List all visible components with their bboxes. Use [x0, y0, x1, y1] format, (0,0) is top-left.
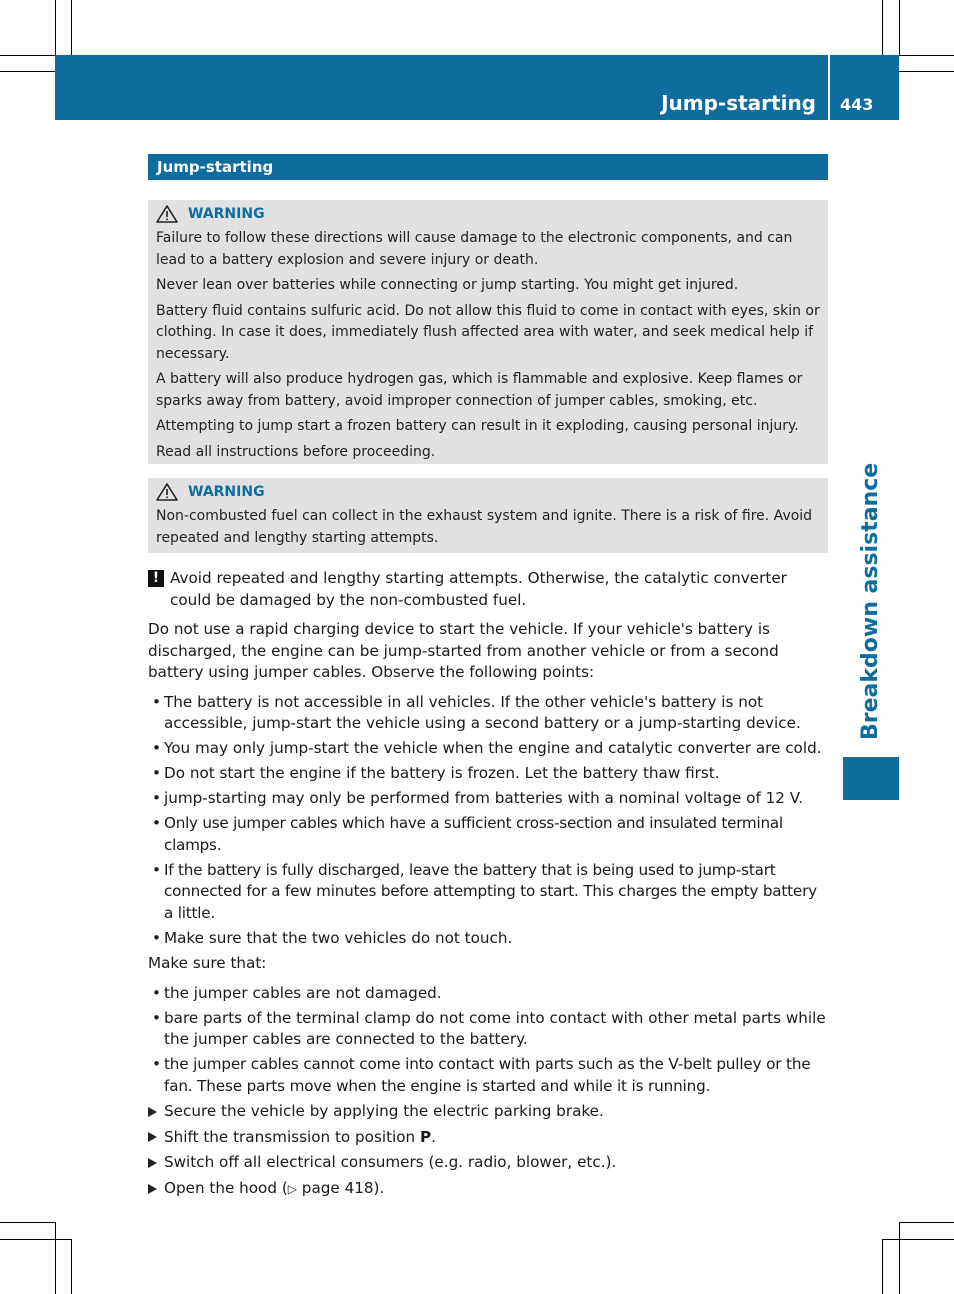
bullet-icon: • — [152, 789, 161, 807]
step-item — [148, 1152, 830, 1174]
side-tab — [843, 757, 899, 800]
make-sure-label: Make sure that: — [148, 954, 267, 972]
crop-mark — [899, 1222, 954, 1223]
crop-mark — [55, 1222, 56, 1294]
step-text-part: Open the hood ( — [164, 1178, 288, 1197]
crop-mark — [0, 1222, 55, 1223]
exclamation-icon: ! — [148, 570, 164, 587]
warning-paragraph: Never lean over batteries while connecting or jump starting. You might get injured. — [156, 277, 739, 293]
bullet-icon: • — [152, 1055, 161, 1073]
step-text: Switch off all electrical consumers (e.g. radio, blower, etc.). — [164, 1153, 617, 1171]
list-item — [148, 860, 830, 925]
list-item — [148, 738, 830, 760]
intro-paragraph: Do not use a rapid charging device to start the vehicle. If your vehicle's battery is discharged, the engine can be jump-started from another vehicle or from a second battery using jumper cables. Observe the following points: — [148, 620, 779, 681]
warning-box — [148, 478, 828, 553]
side-tab-label: Breakdown assistance — [858, 462, 883, 740]
step-text-part: . — [431, 1127, 436, 1146]
crop-mark — [71, 0, 72, 55]
bullet-icon: • — [152, 928, 161, 947]
warning-box — [148, 200, 828, 464]
warning-paragraph: Attempting to jump start a frozen battery can result in it exploding, causing personal injury. — [156, 418, 799, 434]
crop-mark — [899, 55, 954, 56]
warning-paragraph: Failure to follow these directions will cause damage to the electronic components, and can lead to a battery explosion and severe injury or death. — [156, 230, 793, 268]
crop-mark — [899, 1222, 900, 1294]
crop-mark — [55, 0, 56, 55]
warning-paragraph: Read all instructions before proceeding. — [156, 443, 436, 460]
crop-mark — [899, 0, 900, 55]
list-item — [148, 788, 830, 810]
bullet-icon: • — [152, 764, 161, 782]
page-reference-arrow-icon: ▷ — [287, 1181, 297, 1196]
list-item-text: You may only jump-start the vehicle when the engine and catalytic converter are cold. — [164, 739, 822, 757]
step-arrow-icon — [148, 1101, 164, 1123]
header-divider — [828, 55, 830, 120]
list-item-text: The battery is not accessible in all vehicles. If the other vehicle's battery is not accessible, jump-start the vehicle using a second battery or a jump-starting device. — [164, 692, 801, 732]
warning-triangle-icon — [156, 205, 178, 223]
warning-title: WARNING — [188, 206, 265, 222]
list-item-text: the jumper cables are not damaged. — [164, 983, 442, 1002]
bullet-icon: • — [152, 739, 161, 757]
step-text-part: Shift the transmission to position — [164, 1127, 421, 1146]
list-item — [148, 813, 830, 856]
list-item-text: bare parts of the terminal clamp do not come into contact with other metal parts while the jumper cables are connected to the battery. — [164, 1008, 826, 1048]
crop-mark — [882, 1239, 883, 1294]
bullet-icon: • — [152, 1008, 161, 1027]
notice — [148, 568, 830, 611]
section-title: Jump-starting — [148, 154, 828, 180]
bullet-icon: • — [152, 983, 161, 1002]
step-text — [164, 1178, 384, 1201]
step-arrow-icon — [148, 1127, 164, 1149]
warning-title: WARNING — [188, 484, 265, 500]
page-number: 443 — [840, 95, 874, 114]
body-content — [148, 568, 830, 1204]
list-item-text: the jumper cables cannot come into contact with parts such as the V-belt pulley or the fan. These parts move when the engine is started and while it is running. — [164, 1055, 811, 1095]
list-item — [148, 983, 830, 1005]
crop-mark — [899, 71, 954, 72]
make-sure-list — [148, 983, 830, 1098]
bullet-icon: • — [152, 860, 161, 879]
step-arrow-icon — [148, 1152, 164, 1174]
crop-mark — [0, 71, 55, 72]
gear-position: P — [420, 1127, 432, 1146]
step-item — [148, 1127, 830, 1149]
page-header — [55, 55, 899, 120]
list-item — [148, 763, 830, 785]
warning-heading — [156, 204, 820, 224]
notice-text: Avoid repeated and lengthy starting attempts. Otherwise, the catalytic converter could be damaged by the non-combusted fuel. — [170, 569, 787, 609]
list-item-text: If the battery is fully discharged, leave the battery that is being used to jump-start connected for a few minutes before attempting to start. This charges the empty battery a little. — [164, 860, 817, 922]
list-item-text: Do not start the engine if the battery is frozen. Let the battery thaw first. — [164, 764, 720, 782]
bullet-icon: • — [152, 814, 161, 832]
list-item — [148, 928, 830, 950]
crop-mark — [883, 1239, 954, 1240]
crop-mark — [882, 0, 883, 55]
warning-paragraph: Battery fluid contains sulfuric acid. Do not allow this fluid to come in contact with eyes, skin or clothing. In case it does, immediately flush affected area with water, and seek medical help if necessary. — [156, 302, 820, 362]
list-item — [148, 692, 830, 735]
warning-paragraph: Non-combusted fuel can collect in the exhaust system and ignite. There is a risk of fire. Avoid repeated and lengthy starting attempts. — [156, 508, 813, 546]
step-item — [148, 1101, 830, 1123]
warning-triangle-icon — [156, 483, 178, 501]
warning-heading — [156, 482, 820, 502]
step-item — [148, 1178, 830, 1201]
list-item-text: jump-starting may only be performed from batteries with a nominal voltage of 12 V. — [164, 789, 804, 807]
crop-mark — [0, 55, 55, 56]
list-item-text: Make sure that the two vehicles do not touch. — [164, 928, 513, 947]
bullet-icon: • — [152, 692, 161, 711]
step-text: Secure the vehicle by applying the electric parking brake. — [164, 1102, 604, 1120]
warning-paragraph: A battery will also produce hydrogen gas, which is flammable and explosive. Keep flames or sparks away from battery, avoid improper connection of jumper cables, smoking, etc. — [156, 371, 803, 409]
points-list — [148, 692, 830, 950]
crop-mark — [0, 1239, 71, 1240]
crop-mark — [71, 1239, 72, 1294]
page-reference-link[interactable]: page 418). — [296, 1178, 385, 1197]
list-item — [148, 1054, 830, 1097]
list-item — [148, 1008, 830, 1051]
step-arrow-icon — [148, 1178, 164, 1201]
header-title: Jump-starting — [661, 91, 816, 115]
step-text — [164, 1127, 436, 1149]
list-item-text: Only use jumper cables which have a sufficient cross-section and insulated terminal clamps. — [164, 814, 783, 854]
